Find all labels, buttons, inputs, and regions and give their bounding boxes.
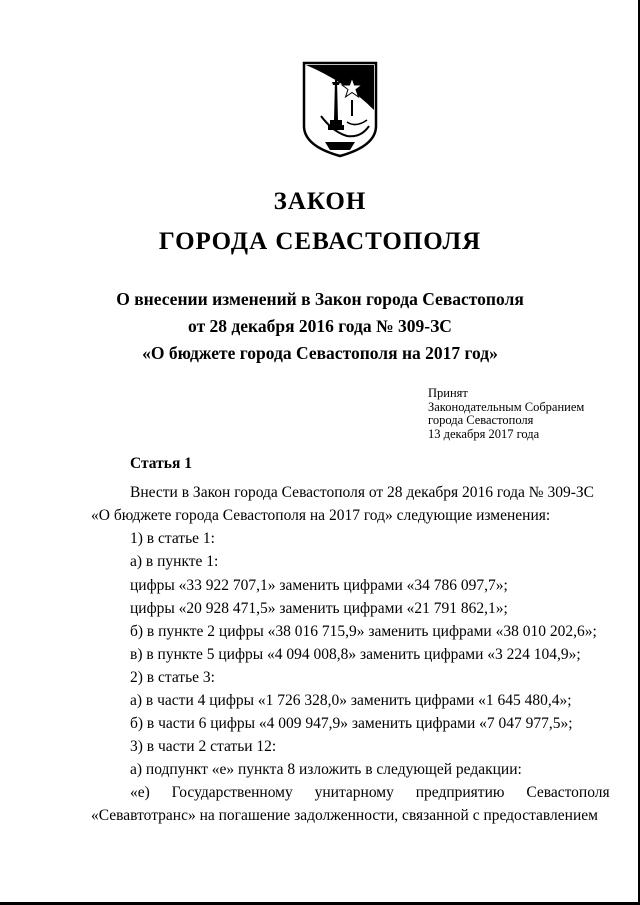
body-line: а) в пункте 1: — [130, 553, 219, 570]
body-line: а) подпункт «е» пункта 8 изложить в следующей редакции: — [130, 761, 522, 778]
adoption-line: города Севастополя — [428, 413, 534, 427]
body-line: «е) Государственному унитарному предприятию Севастополя — [130, 784, 610, 801]
body-line: б) в пункте 2 цифры «38 016 715,9» заменить цифрами «38 010 202,6»; — [130, 623, 597, 640]
article-heading: Статья 1 — [130, 455, 192, 472]
subtitle-line: О внесении изменений в Закон города Севастополя — [116, 289, 524, 309]
coat-of-arms-icon — [301, 60, 379, 158]
body-line: Внести в Закон города Севастополя от 28 декабря 2016 года № 309-ЗС — [130, 484, 594, 501]
adoption-line: Принят — [428, 386, 468, 400]
subtitle-line: от 28 декабря 2016 года № 309-ЗС — [188, 316, 452, 336]
body-line: а) в части 4 цифры «1 726 328,0» заменить цифрами «1 645 480,4»; — [130, 692, 572, 709]
adoption-note — [428, 387, 584, 441]
body-line: «Севавтотранс» на погашение задолженности, связанной с предоставлением — [91, 807, 598, 824]
body-line: в) в пункте 5 цифры «4 094 008,8» заменить цифрами «3 224 104,9»; — [130, 646, 581, 663]
body-line: «О бюджете города Севастополя на 2017 год» следующие изменения: — [91, 507, 551, 524]
body-line: цифры «33 922 707,1» заменить цифрами «34 786 097,7»; — [130, 577, 508, 594]
body-line: цифры «20 928 471,5» заменить цифрами «21 791 862,1»; — [130, 600, 508, 617]
adoption-line: Законодательным Собранием — [428, 399, 585, 414]
body-line: 3) в части 2 статьи 12: — [130, 738, 277, 755]
subtitle-line: «О бюджете города Севастополя на 2017 год» — [142, 343, 498, 363]
law-title: ЗАКОН — [273, 188, 367, 215]
body-line: 1) в статье 1: — [130, 530, 215, 547]
city-title: ГОРОДА СЕВАСТОПОЛЯ — [158, 228, 482, 255]
body-line: б) в части 6 цифры «4 009 947,9» заменить цифрами «7 047 977,5»; — [130, 715, 573, 732]
body-line: 2) в статье 3: — [130, 669, 215, 686]
adoption-line: 13 декабря 2017 года — [428, 426, 540, 441]
